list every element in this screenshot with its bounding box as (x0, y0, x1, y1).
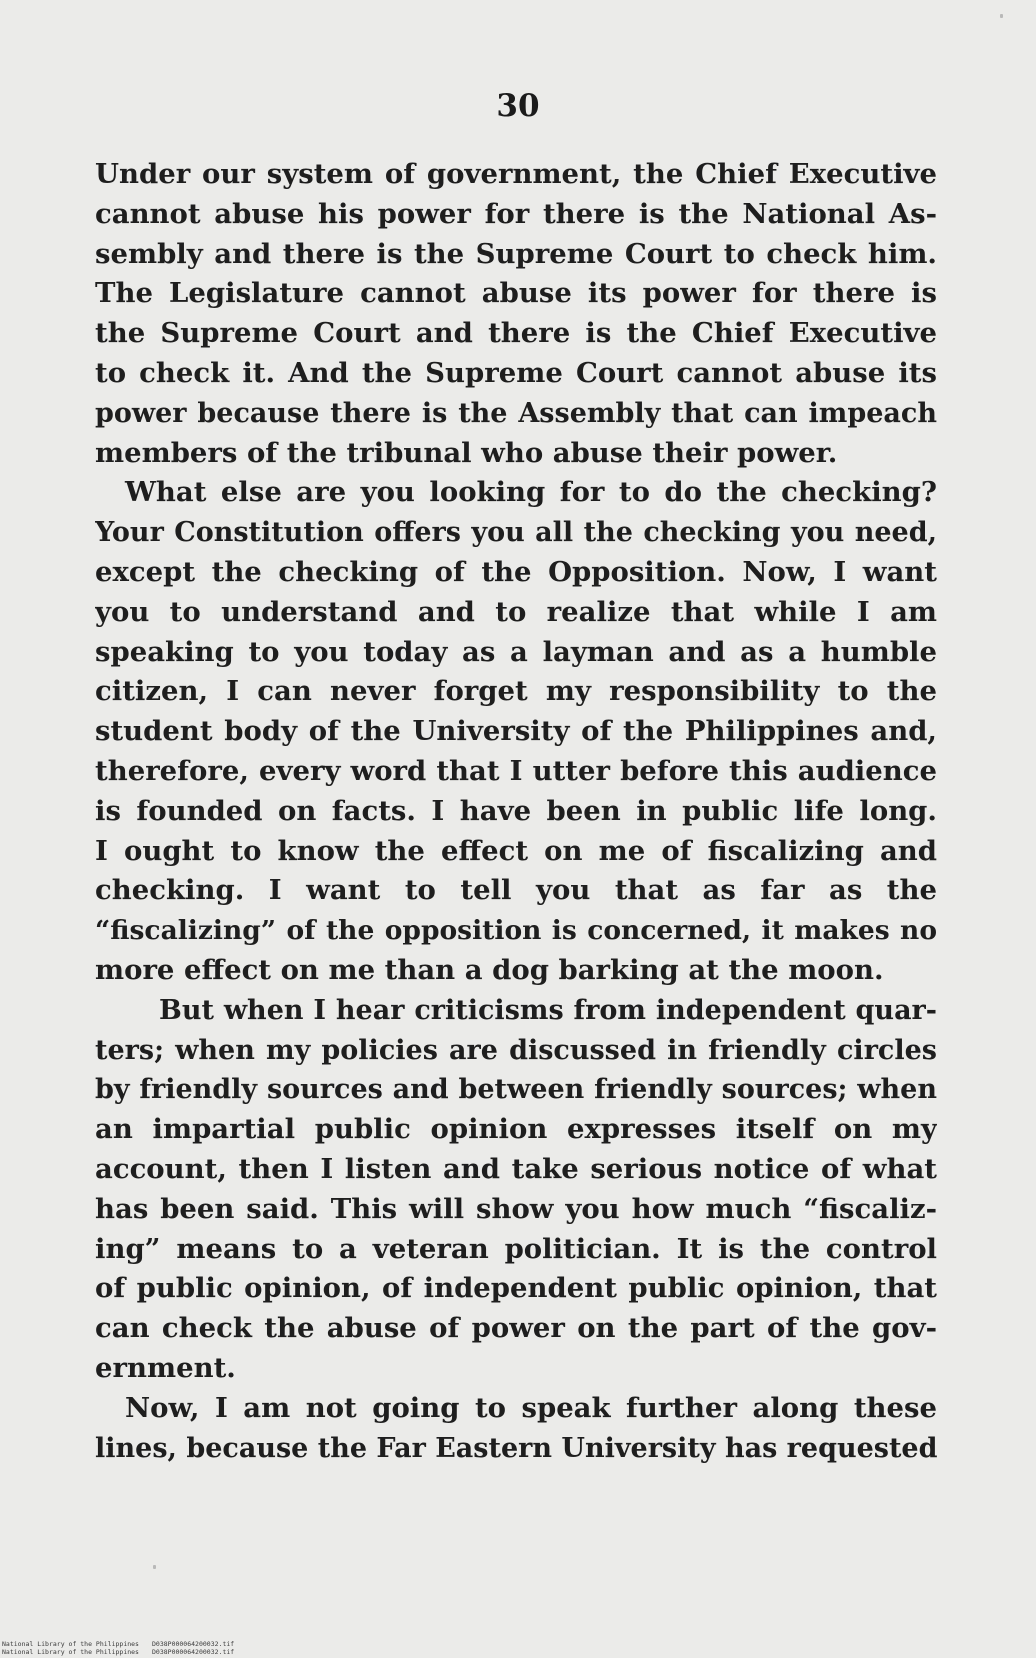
text-line: of public opinion, of independent public opinion, that (95, 1272, 937, 1305)
text-line: I ought to know the effect on me of fiscalizing and (95, 834, 937, 867)
text-line: has been said. This will show you how much “fiscaliz- (95, 1192, 937, 1225)
text-line: power because there is the Assembly that can impeach (95, 397, 937, 429)
text-line: Your Constitution offers you all the checking you need, (95, 517, 937, 549)
text-line: therefore, every word that I utter before this audience (95, 754, 937, 787)
footer-library: National Library of the Philippines (2, 1647, 139, 1656)
text-line: members of the tribunal who abuse their power. (95, 436, 838, 469)
text-line: by friendly sources and between friendly sources; when (95, 1074, 937, 1106)
text-line: The Legislature cannot abuse its power for there is (95, 277, 937, 310)
footer-file: D038P000064200032.tif (152, 1640, 235, 1648)
text-line: ing” means to a veteran politician. It is the control (95, 1232, 937, 1265)
text-line: the Supreme Court and there is the Chief Executive (95, 317, 937, 350)
text-line: student body of the University of the Philippines and, (95, 715, 937, 748)
text-line: cannot abuse his power for there is the National As- (95, 197, 937, 230)
text-line: ernment. (95, 1351, 236, 1384)
text-line: Under our system of government, the Chief Executive (95, 158, 937, 190)
footer-library: National Library of the Philippines (2, 1640, 139, 1648)
text-line: you to understand and to realize that while I am (95, 595, 937, 628)
text-line: account, then I listen and take serious notice of what (95, 1152, 937, 1185)
scan-speck (153, 1565, 156, 1569)
text-line: “fiscalizing” of the opposition is concerned, it makes no (95, 915, 937, 947)
text-line: is founded on facts. I have been in public life long. (95, 794, 937, 827)
scan-speck (1000, 14, 1003, 18)
text-line: lines, because the Far Eastern University has requested (95, 1432, 937, 1464)
text-line: checking. I want to tell you that as far as the (95, 874, 937, 907)
text-line: to check it. And the Supreme Court cannot abuse its (95, 356, 937, 389)
text-line: except the checking of the Opposition. Now, I want (95, 555, 937, 588)
text-line: Now, I am not going to speak further along these (125, 1391, 937, 1424)
text-line: sembly and there is the Supreme Court to check him. (95, 237, 937, 270)
text-line: an impartial public opinion expresses itself on my (95, 1113, 937, 1146)
text-line: ters; when my policies are discussed in friendly circles (95, 1034, 937, 1066)
text-line: citizen, I can never forget my responsibility to the (95, 675, 937, 708)
text-line: What else are you looking for to do the checking? (125, 476, 937, 509)
page-number: 30 (496, 88, 540, 124)
scan-footer (2, 1641, 234, 1656)
text-line: more effect on me than a dog barking at the moon. (95, 953, 884, 986)
text-line: can check the abuse of power on the part of the gov- (95, 1312, 937, 1345)
body-text (95, 155, 937, 1468)
footer-file: D038P000064200032.tif (152, 1647, 235, 1656)
text-line: But when I hear criticisms from independent quar- (159, 994, 937, 1026)
text-line: speaking to you today as a layman and as a humble (95, 635, 937, 668)
footer-row (2, 1649, 234, 1657)
